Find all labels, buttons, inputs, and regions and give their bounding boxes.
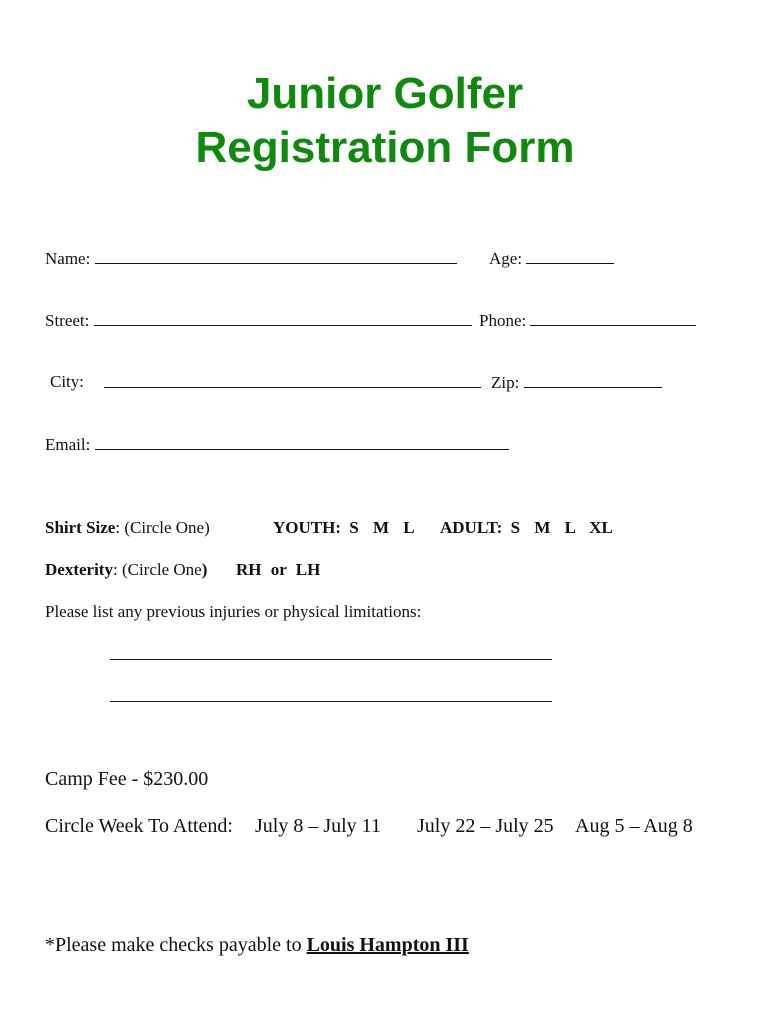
zip-field[interactable] bbox=[524, 373, 662, 388]
dexterity-paren: ) bbox=[201, 560, 208, 579]
dexterity-row bbox=[45, 561, 207, 578]
week-label: Circle Week To Attend: bbox=[45, 815, 233, 837]
zip-row bbox=[491, 373, 662, 391]
youth-label: YOUTH: bbox=[273, 518, 341, 537]
phone-field[interactable] bbox=[530, 311, 696, 326]
week-option-2[interactable]: July 22 – July 25 bbox=[417, 815, 554, 837]
dexterity-rh[interactable]: RH bbox=[236, 560, 262, 579]
dexterity-label: Dexterity bbox=[45, 560, 113, 579]
camp-fee: Camp Fee - $230.00 bbox=[45, 768, 209, 790]
city-field-row bbox=[104, 373, 481, 391]
form-title-line-2: Registration Form bbox=[195, 123, 575, 172]
adult-size-s[interactable]: S bbox=[510, 518, 521, 537]
week-option-1[interactable]: July 8 – July 11 bbox=[255, 815, 381, 837]
injuries-line-2-row bbox=[110, 687, 552, 705]
phone-label: Phone: bbox=[479, 311, 527, 330]
email-field[interactable] bbox=[95, 435, 509, 450]
adult-size-m[interactable]: M bbox=[534, 518, 551, 537]
street-row bbox=[45, 311, 472, 329]
form-title-line-1: Junior Golfer bbox=[246, 69, 524, 118]
adult-size-xl[interactable]: XL bbox=[589, 518, 613, 537]
shirt-size-label: Shirt Size bbox=[45, 518, 116, 537]
youth-size-s[interactable]: S bbox=[349, 518, 359, 537]
age-row bbox=[489, 249, 614, 267]
phone-row bbox=[479, 311, 696, 329]
week-option-3[interactable]: Aug 5 – Aug 8 bbox=[575, 815, 693, 837]
dexterity-lh[interactable]: LH bbox=[295, 560, 321, 579]
adult-sizes bbox=[440, 519, 613, 536]
street-field[interactable] bbox=[94, 311, 472, 326]
age-field[interactable] bbox=[526, 249, 614, 264]
dexterity-or: or bbox=[270, 560, 287, 579]
injuries-line-1[interactable] bbox=[110, 645, 552, 660]
city-row bbox=[50, 373, 84, 390]
name-label: Name: bbox=[45, 249, 91, 268]
injuries-prompt: Please list any previous injuries or physical limitations: bbox=[45, 602, 422, 621]
city-label: City: bbox=[50, 372, 85, 391]
dexterity-hint: : (Circle One bbox=[112, 560, 202, 579]
injuries-line-2[interactable] bbox=[110, 687, 552, 702]
city-field[interactable] bbox=[104, 373, 481, 388]
youth-size-l[interactable]: L bbox=[403, 518, 415, 537]
dexterity-options bbox=[236, 561, 320, 578]
email-row bbox=[45, 435, 509, 453]
zip-label: Zip: bbox=[491, 373, 520, 392]
shirt-size-hint: : (Circle One) bbox=[115, 518, 210, 537]
adult-label: ADULT: bbox=[440, 518, 503, 537]
name-row bbox=[45, 249, 457, 267]
youth-size-m[interactable]: M bbox=[372, 518, 390, 537]
shirt-size-row bbox=[45, 519, 210, 536]
adult-size-l[interactable]: L bbox=[564, 518, 576, 537]
name-field[interactable] bbox=[95, 249, 457, 264]
payee-name: Louis Hampton III bbox=[306, 934, 469, 956]
injuries-line-1-row bbox=[110, 645, 552, 663]
email-label: Email: bbox=[45, 435, 91, 454]
youth-sizes bbox=[273, 519, 415, 536]
street-label: Street: bbox=[45, 311, 90, 330]
age-label: Age: bbox=[489, 249, 523, 268]
checks-note: *Please make checks payable to bbox=[45, 934, 302, 956]
checks-note-row bbox=[45, 935, 469, 955]
